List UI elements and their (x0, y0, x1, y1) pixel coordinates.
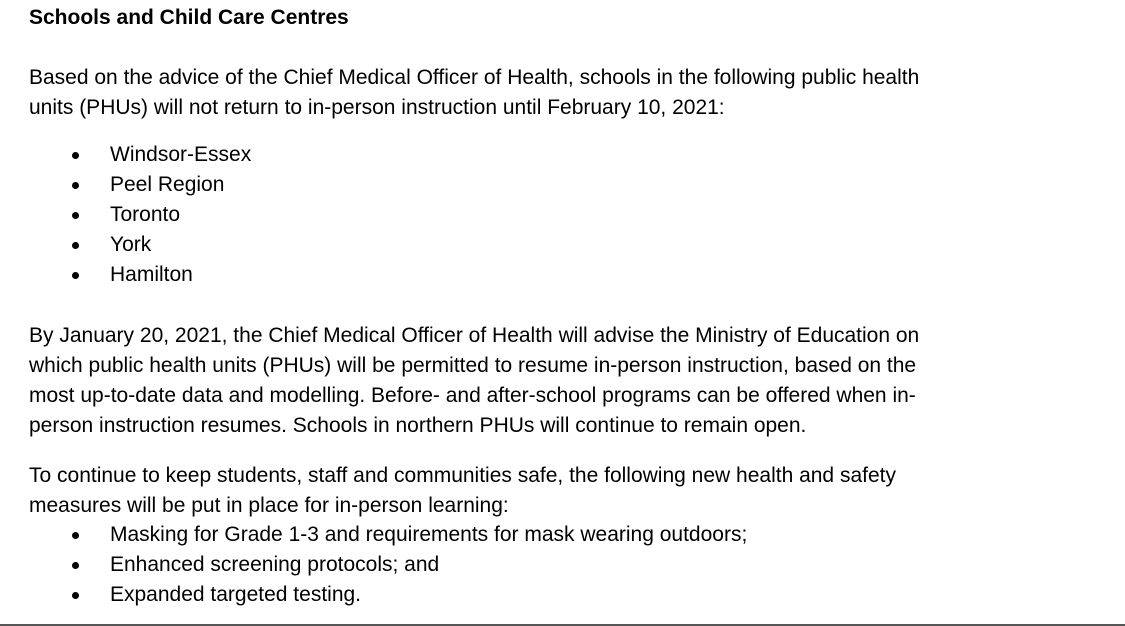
measures-paragraph (29, 461, 1099, 521)
section-heading: Schools and Child Care Centres (29, 6, 349, 29)
list-item (0, 580, 747, 610)
list-item (0, 200, 251, 230)
bullet-icon (72, 212, 79, 219)
list-item (0, 140, 251, 170)
bullet-icon (72, 272, 79, 279)
list-item-text: Enhanced screening protocols; and (110, 553, 440, 576)
paragraph-line: measures will be put in place for in-person learning: (29, 494, 509, 517)
phu-list (0, 140, 251, 290)
bullet-icon (72, 242, 79, 249)
list-item-text: Expanded targeted testing. (110, 583, 362, 606)
list-item (0, 230, 251, 260)
advisory-paragraph (29, 321, 1099, 441)
paragraph-line: By January 20, 2021, the Chief Medical Officer of Health will advise the Ministry of Education on (29, 324, 920, 347)
bullet-icon (72, 152, 79, 159)
list-item (0, 170, 251, 200)
intro-paragraph (29, 63, 1099, 123)
list-item-text: Toronto (110, 203, 181, 226)
list-item-text: Windsor-Essex (110, 143, 252, 166)
list-item (0, 520, 747, 550)
paragraph-line: To continue to keep students, staff and communities safe, the following new health and safety (29, 464, 896, 487)
bullet-icon (72, 592, 79, 599)
bullet-icon (72, 532, 79, 539)
paragraph-line: person instruction resumes. Schools in northern PHUs will continue to remain open. (29, 414, 807, 437)
paragraph-line: most up-to-date data and modelling. Before- and after-school programs can be offered when in- (29, 384, 916, 407)
list-item (0, 550, 747, 580)
list-item-text: Masking for Grade 1-3 and requirements for mask wearing outdoors; (110, 523, 748, 546)
list-item (0, 260, 251, 290)
paragraph-line: which public health units (PHUs) will be permitted to resume in-person instruction, based on the (29, 354, 917, 377)
paragraph-line: units (PHUs) will not return to in-person instruction until February 10, 2021: (29, 96, 725, 119)
list-item-text: Hamilton (110, 263, 193, 286)
list-item-text: York (110, 233, 152, 256)
paragraph-line: Based on the advice of the Chief Medical Officer of Health, schools in the following public health (29, 66, 920, 89)
bullet-icon (72, 562, 79, 569)
list-item-text: Peel Region (110, 173, 225, 196)
measures-list (0, 520, 747, 610)
bullet-icon (72, 182, 79, 189)
